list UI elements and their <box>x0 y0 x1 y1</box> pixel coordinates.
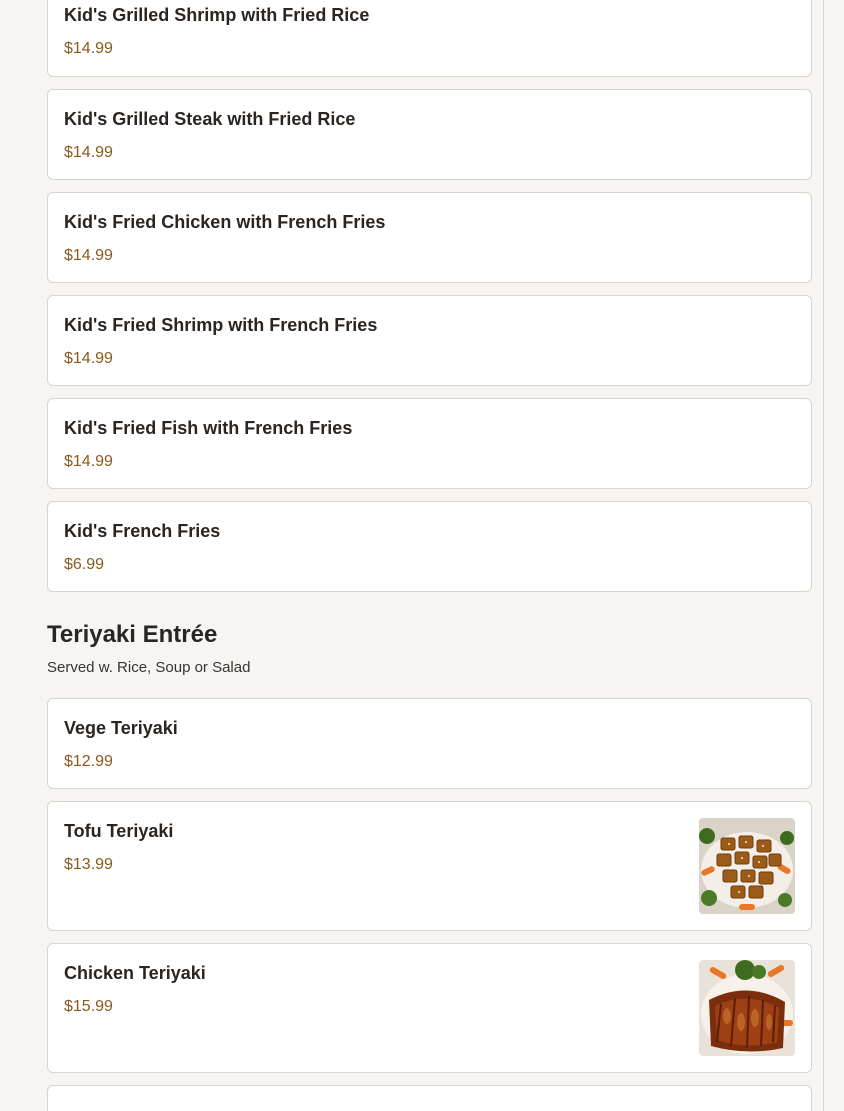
item-name: Kid's Grilled Shrimp with Fried Rice <box>64 5 370 25</box>
item-name: Tofu Teriyaki <box>64 821 174 841</box>
item-name: Kid's French Fries <box>64 521 221 541</box>
item-price: $12.99 <box>64 753 113 770</box>
menu-list <box>47 0 812 1111</box>
menu-item-chicken-teriyaki[interactable] <box>47 943 812 1073</box>
item-name: Chicken Teriyaki <box>64 963 206 983</box>
menu-item-kids-fried-fish[interactable] <box>47 398 812 489</box>
section-title: Teriyaki Entrée <box>47 621 218 648</box>
item-name: Kid's Fried Shrimp with French Fries <box>64 315 378 335</box>
item-price: $14.99 <box>64 453 113 470</box>
teriyaki-section-header <box>47 620 812 678</box>
item-name: Vege Teriyaki <box>64 718 178 738</box>
menu-item-kids-grilled-steak[interactable] <box>47 89 812 180</box>
item-price: $6.99 <box>64 556 105 573</box>
item-price: $13.99 <box>64 856 113 873</box>
item-name: Kid's Grilled Steak with Fried Rice <box>64 109 356 129</box>
item-price: $14.99 <box>64 350 113 367</box>
item-price: $15.99 <box>64 998 113 1015</box>
section-description: Served w. Rice, Soup or Salad <box>47 659 251 676</box>
menu-item-tofu-teriyaki[interactable] <box>47 801 812 931</box>
tofu-teriyaki-photo[interactable] <box>699 818 795 914</box>
item-price: $14.99 <box>64 40 113 57</box>
menu-item-kids-grilled-shrimp[interactable] <box>47 0 812 77</box>
menu-item-partial[interactable] <box>47 1085 812 1111</box>
item-name: Kid's Fried Chicken with French Fries <box>64 212 386 232</box>
item-price: $14.99 <box>64 247 113 264</box>
item-name: Kid's Fried Fish with French Fries <box>64 418 353 438</box>
menu-item-kids-fried-shrimp[interactable] <box>47 295 812 386</box>
item-price: $14.99 <box>64 144 113 161</box>
menu-item-vege-teriyaki[interactable] <box>47 698 812 789</box>
menu-item-kids-french-fries[interactable] <box>47 501 812 592</box>
menu-item-kids-fried-chicken[interactable] <box>47 192 812 283</box>
content-divider <box>823 0 824 1111</box>
chicken-teriyaki-photo[interactable] <box>699 960 795 1056</box>
